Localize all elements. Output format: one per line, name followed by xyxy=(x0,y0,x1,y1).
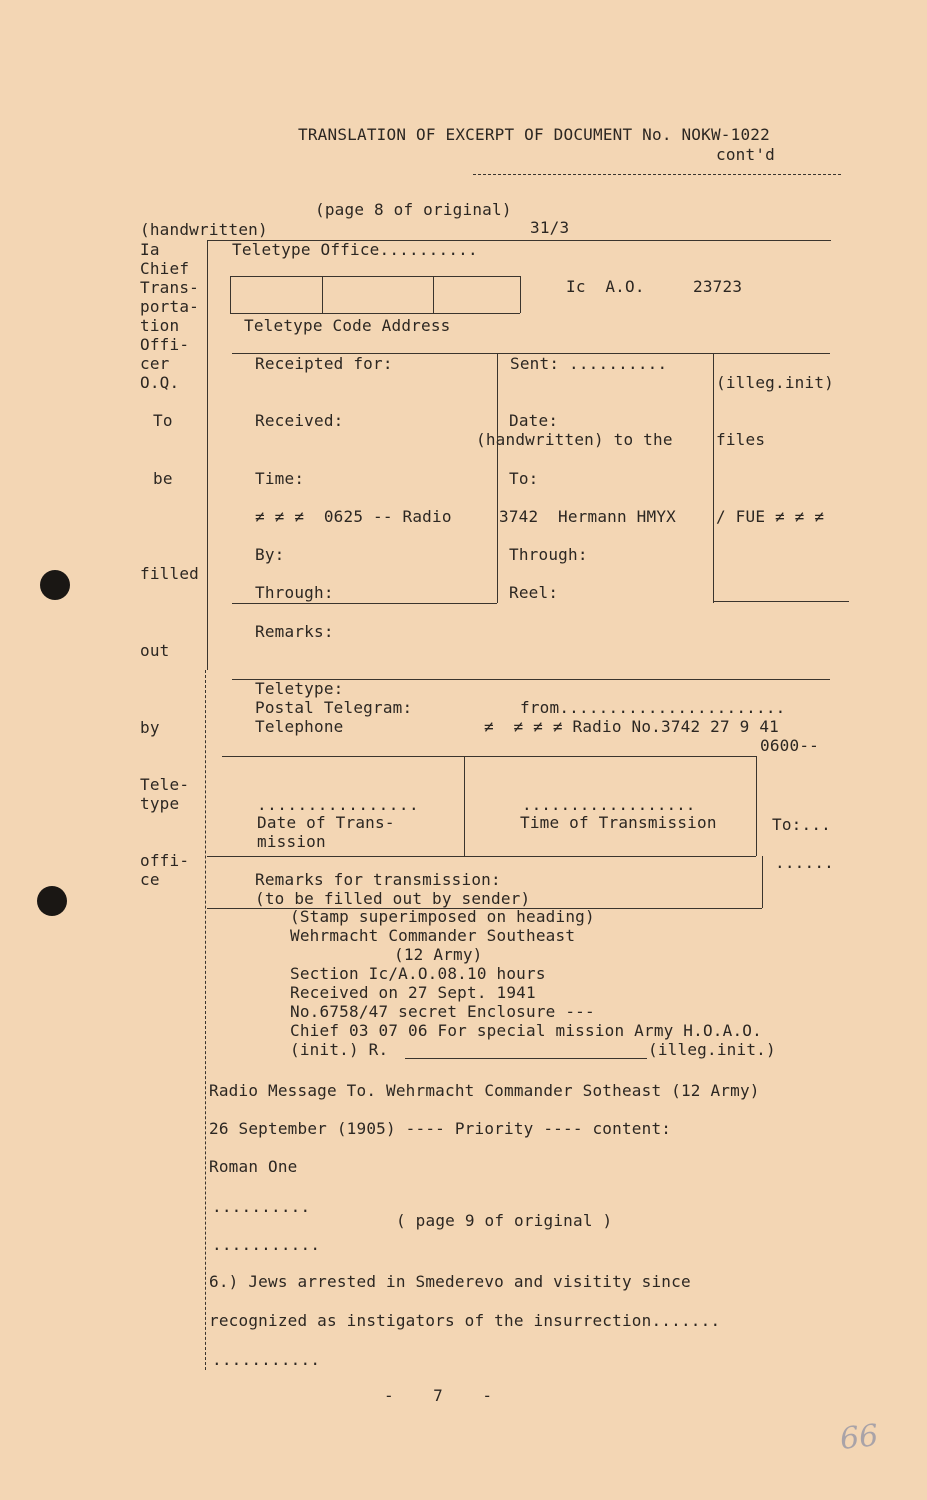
left-col-offi: Offi- xyxy=(140,335,190,354)
stamp-line-6: No.6758/47 secret Enclosure --- xyxy=(290,1002,595,1021)
code-box-div-1 xyxy=(230,276,231,313)
stamp-line-8: (init.) R. xyxy=(290,1040,389,1059)
to-label: To: xyxy=(509,469,539,488)
by-label: By: xyxy=(255,545,285,564)
code-box-div-3 xyxy=(433,276,434,313)
from-label: from....................... xyxy=(520,698,786,717)
receipted-for-label: Receipted for: xyxy=(255,354,393,373)
postal-telegram-label: Postal Telegram: xyxy=(255,698,413,717)
handwritten-page-number: 66 xyxy=(838,1418,880,1457)
stamp-line-4: Section Ic/A.O.08.10 hours xyxy=(290,964,546,983)
radio-no-line: ≠ ≠ ≠ ≠ Radio No.3742 27 9 41 xyxy=(484,717,779,736)
six-dots: ...... xyxy=(775,853,834,872)
left-col-be: be xyxy=(153,469,173,488)
header-underline xyxy=(473,174,841,175)
teletype-office-label: Teletype Office.......... xyxy=(232,240,478,259)
form-left-border xyxy=(207,240,208,670)
code-address-label: Teletype Code Address xyxy=(244,316,451,335)
stamp-line-7: Chief 03 07 06 For special mission Army H.O.A.O. xyxy=(290,1021,762,1040)
handwritten-files-a: (handwritten) to the xyxy=(476,430,673,449)
illeg-init-label: (illeg.init) xyxy=(716,373,834,392)
left-col-filled: filled xyxy=(140,564,199,583)
time-dots: .................. xyxy=(522,795,696,814)
page-ref: 31/3 xyxy=(530,218,570,237)
time-0600: 0600-- xyxy=(760,736,819,755)
left-col-type: type xyxy=(140,794,180,813)
item-6-line-b: recognized as instigators of the insurrection....... xyxy=(209,1311,721,1330)
left-col-tele: Tele- xyxy=(140,775,190,794)
punch-hole-bottom xyxy=(37,886,67,916)
code-box-top xyxy=(230,276,520,277)
stamp-line-1: (Stamp superimposed on heading) xyxy=(290,907,595,926)
receipt-grid-bottom-left xyxy=(232,603,497,604)
receipt-grid-bottom-right xyxy=(713,601,849,602)
left-col-tion: tion xyxy=(140,316,180,335)
radio-message-line: Radio Message To. Wehrmacht Commander Sotheast (12 Army) xyxy=(209,1081,760,1100)
stamp-line-5: Received on 27 Sept. 1941 xyxy=(290,983,536,1002)
stamp-signature-line xyxy=(405,1058,647,1059)
handwritten-label: (handwritten) xyxy=(140,220,268,239)
radio-line-a: ≠ ≠ ≠ 0625 -- Radio xyxy=(255,507,452,526)
left-col-ce: ce xyxy=(140,870,160,889)
left-col-offi2: offi- xyxy=(140,851,190,870)
stamp-line-3: (12 Army) xyxy=(394,945,483,964)
received-label: Received: xyxy=(255,411,344,430)
left-col-chief: Chief xyxy=(140,259,190,278)
time-label: Time: xyxy=(255,469,305,488)
teletype-label: Teletype: xyxy=(255,679,344,698)
remarks-transmission-label: Remarks for transmission: (to be filled out by sender) xyxy=(255,870,531,908)
receipt-grid-mid xyxy=(497,353,498,603)
ic-number: 23723 xyxy=(693,277,743,296)
left-col-porta: porta- xyxy=(140,297,199,316)
contd-label: cont'd xyxy=(716,145,775,164)
dots-line-2: ........... xyxy=(212,1235,321,1254)
reel-label: Reel: xyxy=(509,583,559,602)
to-dots-label: To:... xyxy=(772,815,831,834)
left-col-trans: Trans- xyxy=(140,278,199,297)
telephone-label: Telephone xyxy=(255,717,344,736)
date-label: Date: xyxy=(509,411,559,430)
through-right-label: Through: xyxy=(509,545,588,564)
radio-line-b: 3742 Hermann HMYX xyxy=(499,507,676,526)
left-col-by: by xyxy=(140,718,160,737)
page-number: - 7 - xyxy=(384,1386,493,1405)
page-8-label: (page 8 of original) xyxy=(315,200,512,219)
time-transmission-label: Time of Transmission xyxy=(520,813,717,832)
code-box-div-4 xyxy=(520,276,521,313)
date-transmission-label: Date of Trans- mission xyxy=(257,813,395,851)
dots-line-1: .......... xyxy=(212,1197,311,1216)
code-box-div-2 xyxy=(322,276,323,313)
handwritten-files-b: files xyxy=(716,430,766,449)
stamp-line-2: Wehrmacht Commander Southeast xyxy=(290,926,576,945)
left-col-oq: O.Q. xyxy=(140,373,180,392)
date-dots: ................ xyxy=(257,795,420,814)
punch-hole-top xyxy=(40,570,70,600)
date-priority-line: 26 September (1905) ---- Priority ---- content: xyxy=(209,1119,672,1138)
left-col-cer: cer xyxy=(140,354,170,373)
page-9-label: ( page 9 of original ) xyxy=(396,1211,613,1230)
receipt-grid-right xyxy=(713,353,714,603)
form-left-border-dashed xyxy=(205,670,206,1370)
left-col-out: out xyxy=(140,641,170,660)
transmission-top xyxy=(222,756,756,757)
through-left-label: Through: xyxy=(255,583,334,602)
radio-line-c: / FUE ≠ ≠ ≠ xyxy=(716,507,825,526)
left-col-ia: Ia xyxy=(140,240,160,259)
remarks-label: Remarks: xyxy=(255,622,334,641)
dots-line-3: ........... xyxy=(212,1350,321,1369)
left-col-to: To xyxy=(153,411,173,430)
transmission-right xyxy=(756,756,757,856)
remarks-box-right xyxy=(762,856,763,908)
item-6-line-a: 6.) Jews arrested in Smederevo and visitity since xyxy=(209,1272,691,1291)
roman-one-line: Roman One xyxy=(209,1157,298,1176)
document-title: TRANSLATION OF EXCERPT OF DOCUMENT No. NOKW-1022 xyxy=(298,125,770,144)
sent-label: Sent: .......... xyxy=(510,354,668,373)
code-box-bottom xyxy=(230,313,520,314)
transmission-bottom xyxy=(207,856,756,857)
stamp-line-9: (illeg.init.) xyxy=(648,1040,776,1059)
transmission-mid xyxy=(464,756,465,856)
ic-ao-label: Ic A.O. xyxy=(566,277,645,296)
